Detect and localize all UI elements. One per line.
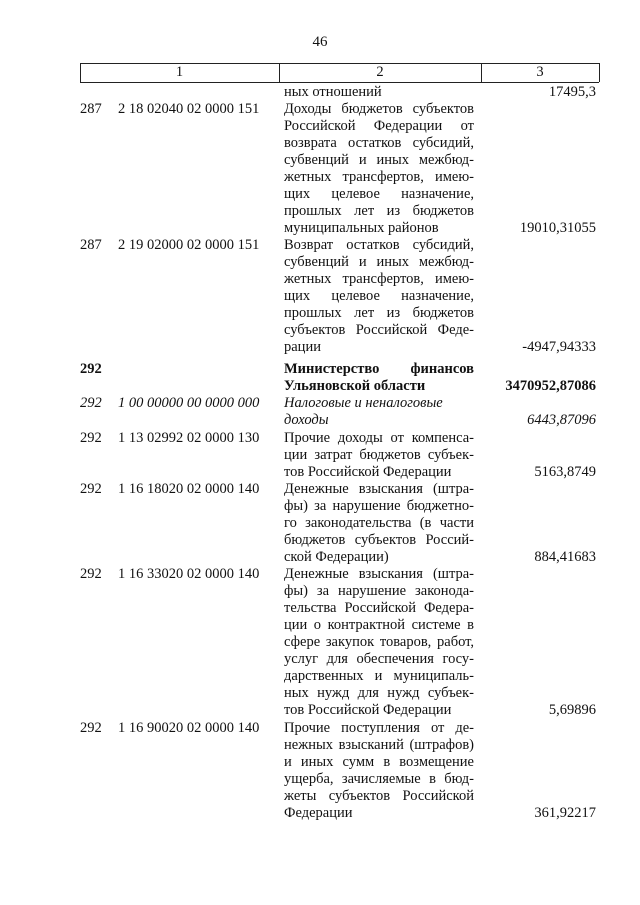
table-text-line: -4947,94333 [522, 339, 596, 355]
table-text-line: жетных трансфертов, имею- [284, 271, 474, 287]
table-text-line: фы) за нарушение бюджетно- [284, 498, 474, 514]
table-text-line: 292 [80, 430, 102, 446]
table-text-line: 287 [80, 237, 102, 253]
table-text-line: 292 [80, 395, 102, 411]
table-text-line: 6443,87096 [527, 412, 596, 428]
table-text-line: 292 [80, 481, 102, 497]
table-text-line: прошлых лет из бюджетов [284, 203, 474, 219]
table-text-line: щих целевое назначение, [284, 186, 474, 202]
table-text-line: Денежные взыскания (штра- [284, 481, 474, 497]
table-text-line: субвенций и иных межбюд- [284, 254, 474, 270]
table-text-line: 5,69896 [548, 702, 596, 718]
table-text-line: муниципальных районов [284, 220, 439, 236]
table-text-line: ных отношений [284, 84, 382, 100]
table-text-line: тельства Российской Федера- [284, 600, 474, 616]
table-text-line: щих целевое назначение, [284, 288, 474, 304]
table-text-line: прошлых лет из бюджетов [284, 305, 474, 321]
table-text-line: 1 16 33020 02 0000 140 [118, 566, 260, 582]
table-text-line: Ульяновской области [284, 378, 426, 394]
table-text-line: 884,41683 [534, 549, 596, 565]
table-text-line: дарственных и муниципаль- [284, 668, 474, 684]
table-text-line: субъектов Российской Феде- [284, 322, 474, 338]
table-text-line: 1 13 02992 02 0000 130 [118, 430, 260, 446]
table-text-line: 361,92217 [534, 805, 596, 821]
table-text-line: ции затрат бюджетов субъек- [284, 447, 474, 463]
table-text-line: 2 18 02040 02 0000 151 [118, 101, 260, 117]
table-text-line: нежных взысканий (штрафов) [284, 737, 474, 753]
table-text-line: жетных трансфертов, имею- [284, 169, 474, 185]
table-text-line: ных нужд для нужд субъек- [284, 685, 474, 701]
table-text-line: 1 16 90020 02 0000 140 [118, 720, 260, 736]
table-text-line: 292 [80, 720, 102, 736]
table-text-line: 292 [80, 361, 102, 377]
table-text-line: 292 [80, 566, 102, 582]
header-col-3: 3 [536, 64, 544, 80]
table-text-line: 5163,8749 [534, 464, 596, 480]
header-col-1: 1 [175, 64, 184, 80]
table-text-line: и иных сумм в возмещение [284, 754, 474, 770]
table-text-line: Российской Федерации от [284, 118, 474, 134]
table-text-line: ции о контрактной системе в [284, 617, 474, 633]
table-text-line: рации [284, 339, 321, 355]
table-text-line: 17495,3 [548, 84, 596, 100]
table-text-line: сфере закупок товаров, работ, [284, 634, 474, 650]
table-text-line: Прочие поступления от де- [284, 720, 474, 736]
table-text-line: Министерство финансов [284, 361, 474, 377]
table-text-line: услуг для обеспечения госу- [284, 651, 474, 667]
table-text-line: ской Федерации) [284, 549, 389, 565]
table-text-line: Налоговые и неналоговые [284, 395, 443, 411]
table-text-line: 19010,31055 [519, 220, 596, 236]
table-text-line: возврата остатков субсидий, [284, 135, 474, 151]
table-text-line: 3470952,87086 [505, 378, 596, 394]
table-text-line: 1 00 00000 00 0000 000 [118, 395, 260, 411]
table-text-line: 287 [80, 101, 102, 117]
table-text-line: бюджетов субъектов Россий- [284, 532, 474, 548]
table-text-line: субвенций и иных межбюд- [284, 152, 474, 168]
table-text-line: тов Российской Федерации [284, 464, 452, 480]
table-text-line: Федерации [284, 805, 353, 821]
table-text-line: Доходы бюджетов субъектов [284, 101, 474, 117]
table-text-line: го законодательства (в части [284, 515, 474, 531]
table-text-line: жеты субъектов Российской [284, 788, 474, 804]
table-text-line: Прочие доходы от компенса- [284, 430, 474, 446]
table-text-line: Возврат остатков субсидий, [284, 237, 474, 253]
table-text-line: тов Российской Федерации [284, 702, 452, 718]
table-text-line: Денежные взыскания (штра- [284, 566, 474, 582]
header-col-2: 2 [376, 64, 384, 80]
table-text-line: 2 19 02000 02 0000 151 [118, 237, 260, 253]
table-text-line: доходы [284, 412, 329, 428]
table-text-line: фы) за нарушение законода- [284, 583, 474, 599]
page-number: 46 [312, 34, 328, 50]
table-text-line: 1 16 18020 02 0000 140 [118, 481, 260, 497]
table-text-line: ущерба, зачисляемые в бюд- [284, 771, 474, 787]
